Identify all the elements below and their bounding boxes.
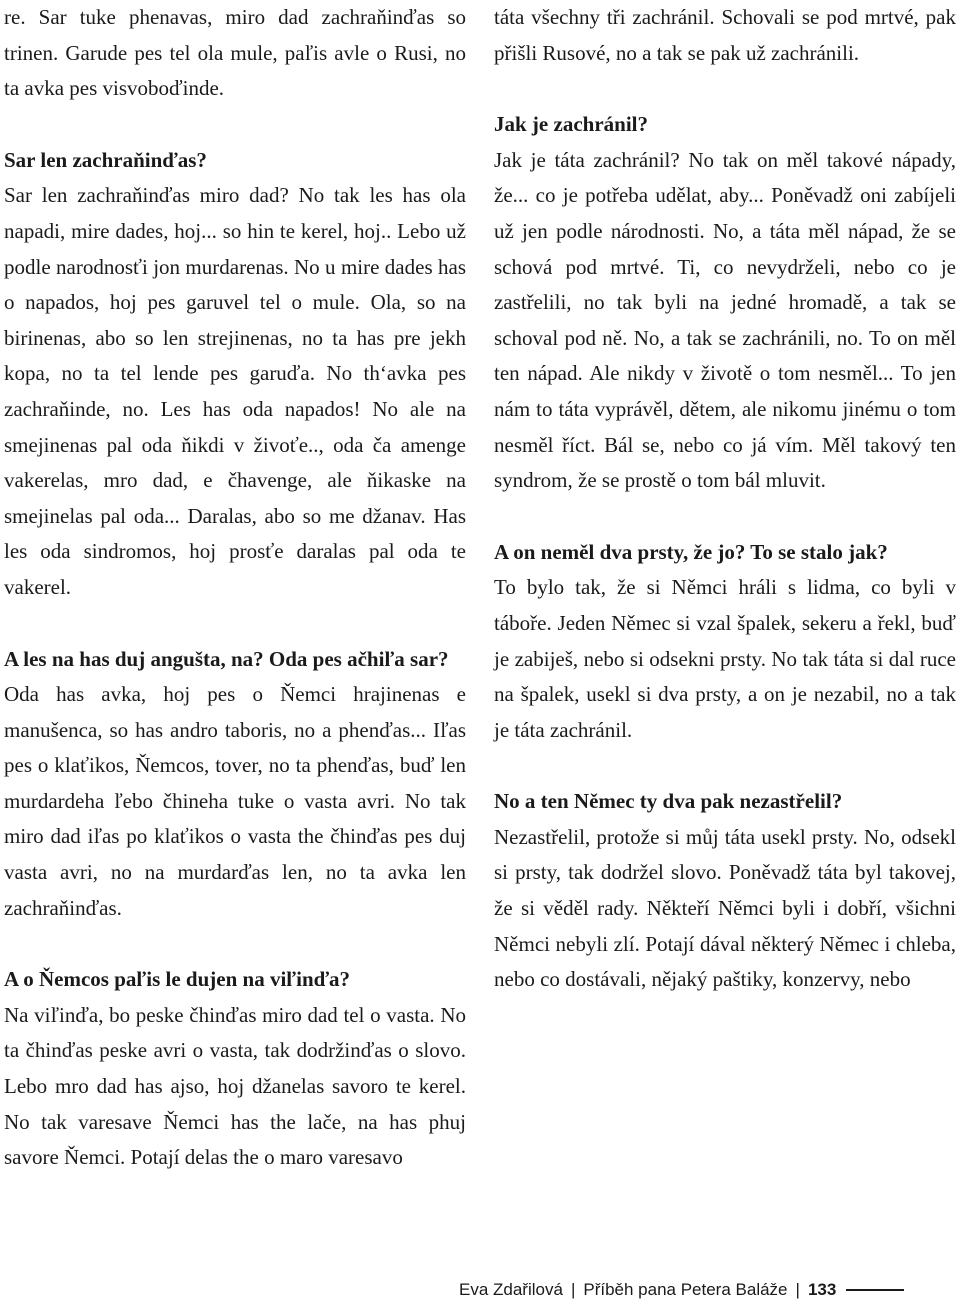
qa-block — [4, 642, 466, 927]
footer-author: Eva Zdařilová — [459, 1280, 563, 1299]
footer-book-title: Příběh pana Petera Baláže — [583, 1280, 788, 1299]
answer: Nezastřelil, protože si můj táta usekl prsty. No, odsekl si prsty, tak dodržel slovo. Poněvadž táta byl takovej, že si věděl rady. Někteří Němci byli i dobří, všichni Němci nebyli zlí. Potají dával některý Němec i chleba, nebo co dostávali, nějaký paštiky, konzervy, nebo — [494, 824, 956, 992]
qa-block — [494, 535, 956, 749]
right-column-czech — [494, 0, 956, 998]
left-column-romani — [4, 0, 466, 1176]
question: Sar len zachraňinďas? — [4, 147, 207, 172]
paragraph-continued: re. Sar tuke phenavas, miro dad zachraňinďas so trinen. Garude pes tel ola mule, paľis avle o Rusi, no ta avka pes visvoboďinde. — [4, 5, 466, 101]
question: Jak je zachránil? — [494, 112, 648, 137]
answer: To bylo tak, že si Němci hráli s lidma, co byli v táboře. Jeden Němec si vzal špalek, sekeru a řekl, buď je zabiješ, nebo si odsekni prsty. No tak táta si dal ruce na špalek, usekl si dva prsty, a on je nezabil, no a tak je táta zachránil. — [494, 575, 956, 742]
qa-block — [494, 784, 956, 998]
footer-rule — [846, 1289, 904, 1291]
footer-separator: | — [795, 1280, 800, 1299]
page-number: 133 — [807, 1280, 837, 1299]
qa-block — [494, 107, 956, 499]
question: A o Ňemcos paľis le dujen na viľinďa? — [4, 967, 351, 992]
question: A on neměl dva prsty, že jo? To se stalo jak? — [494, 539, 888, 564]
question: No a ten Němec ty dva pak nezastřelil? — [494, 789, 843, 814]
answer: Sar len zachraňinďas miro dad? No tak les has ola napadi, mire dades, hoj... so hin te kerel, hoj.. Lebo už podle narodnosťi jon murdarenas. No u mire dades has o napados, hoj pes garuvel tel o mule. Ola, so na birinenas, abo so len strejinenas, no ta has pre jekh kopa, no ta tel lende pes garuďa. No th‘avka pes zachraňinde, no. Les has oda napados! No ale na smejinenas pal oda ňikdi v živoťe.., oda ča amenge vakerelas, mro dad, e čhavenge, ale ňikaske na smejinelas pal oda... Daralas, abo so me džanav. Has les oda sindromos, hoj prosťe daralas pal oda te vakerel. — [4, 183, 466, 599]
answer: Oda has avka, hoj pes o Ňemci hrajinenas e manušenca, so has andro taboris, no a phenďas... Iľas pes o klaťikos, Ňemcos, tover, no ta phenďas, buď len murdardeha ľebo čhineha tuke o vasta avri. No tak miro dad iľas po klaťikos o vasta the čhinďas pes duj vasta avri, no na murdarďas len, no ta avka len zachraňinďas. — [4, 682, 466, 920]
qa-block — [4, 962, 466, 1176]
question: A les na has duj angušta, na? Oda pes ačhiľa sar? — [4, 646, 449, 671]
paragraph-continued: táta všechny tři zachránil. Schovali se pod mrtvé, pak přišli Rusové, no a tak se pak už zachránili. — [494, 5, 956, 65]
answer: Na viľinďa, bo peske čhinďas miro dad tel o vasta. No ta čhinďas peske avri o vasta, tak dodržinďas o slovo. Lebo mro dad has ajso, hoj džanelas savoro te kerel. No tak varesave Ňemci has the lače, na has phuj savore Ňemci. Potají delas the o maro varesavo — [4, 1002, 466, 1170]
qa-block — [4, 143, 466, 606]
answer: Jak je táta zachránil? No tak on měl takové nápady, že... co je potřeba udělat, aby... Poněvadž oni zabíjeli už jen podle národnosti. No, a táta měl nápad, že se schová pod mrtvé. Ti, co nevydrželi, nebo co je zastřelili, no tak byli na jedné hromadě, a tak se schoval pod ně. No, a tak se zachránili, no. To on měl ten nápad. Ale nikdy v životě o tom nesměl... To jen nám to táta vyprávěl, dětem, ale nikomu jinému o tom nesměl říct. Bál se, nebo co já vím. Měl takový ten syndrom, že se prostě o tom bál mluvit. — [494, 147, 956, 493]
footer-separator: | — [570, 1280, 576, 1299]
page-footer — [459, 1272, 904, 1308]
